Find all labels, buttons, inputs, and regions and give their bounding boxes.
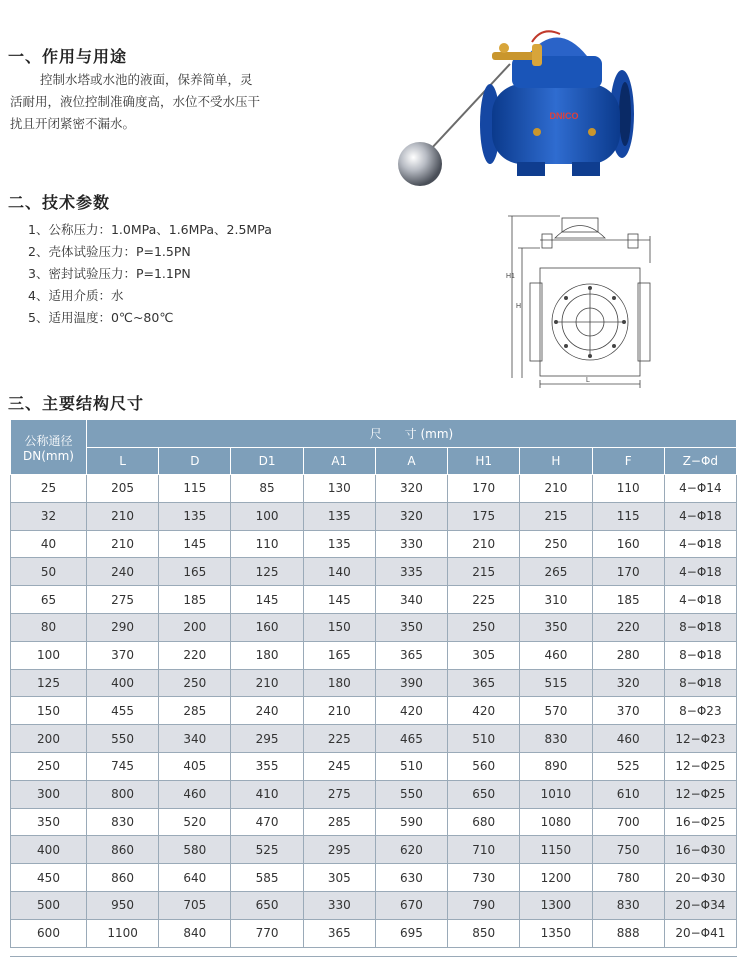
table-cell: 210 xyxy=(303,697,375,725)
table-cell: 890 xyxy=(520,752,592,780)
table-cell: 115 xyxy=(159,475,231,503)
table-row xyxy=(11,475,737,503)
table-cell: 8−Φ23 xyxy=(664,697,736,725)
table-row xyxy=(11,530,737,558)
table-cell: 455 xyxy=(87,697,159,725)
table-cell: 285 xyxy=(159,697,231,725)
table-cell: 1200 xyxy=(520,864,592,892)
table-row xyxy=(11,697,737,725)
table-cell: 175 xyxy=(448,502,520,530)
table-cell: 205 xyxy=(87,475,159,503)
table-cell: 355 xyxy=(231,752,303,780)
column-header-row xyxy=(11,448,737,475)
cell-nominal-diameter: 40 xyxy=(11,530,87,558)
table-cell: 370 xyxy=(87,641,159,669)
table-cell: 570 xyxy=(520,697,592,725)
table-row xyxy=(11,919,737,947)
table-cell: 800 xyxy=(87,780,159,808)
table-cell: 320 xyxy=(592,669,664,697)
table-cell: 115 xyxy=(592,502,664,530)
table-cell: 4−Φ18 xyxy=(664,586,736,614)
dimensions-table xyxy=(10,419,737,948)
table-cell: 20−Φ34 xyxy=(664,891,736,919)
table-cell: 420 xyxy=(375,697,447,725)
cell-nominal-diameter: 450 xyxy=(11,864,87,892)
cell-nominal-diameter: 600 xyxy=(11,919,87,947)
table-cell: 145 xyxy=(231,586,303,614)
table-cell: 320 xyxy=(375,475,447,503)
section-title-dimensions: 三、主要结构尺寸 xyxy=(8,394,145,413)
table-cell: 85 xyxy=(231,475,303,503)
table-cell: 695 xyxy=(375,919,447,947)
spec-item: 5、适用温度：0℃~80℃ xyxy=(28,310,174,325)
drawing-label-h1: H1 xyxy=(506,273,515,280)
table-row xyxy=(11,613,737,641)
cell-nominal-diameter: 80 xyxy=(11,613,87,641)
cell-nominal-diameter: 150 xyxy=(11,697,87,725)
table-cell: 550 xyxy=(375,780,447,808)
table-cell: 745 xyxy=(87,752,159,780)
drawing-label-l: L xyxy=(586,377,590,384)
column-header: F xyxy=(592,448,664,475)
drawing-label-h: H xyxy=(516,303,522,310)
table-cell: 330 xyxy=(303,891,375,919)
table-cell: 295 xyxy=(303,836,375,864)
table-cell: 240 xyxy=(87,558,159,586)
table-cell: 460 xyxy=(520,641,592,669)
table-cell: 275 xyxy=(303,780,375,808)
table-row xyxy=(11,669,737,697)
table-cell: 165 xyxy=(159,558,231,586)
table-cell: 620 xyxy=(375,836,447,864)
table-cell: 850 xyxy=(448,919,520,947)
cell-nominal-diameter: 65 xyxy=(11,586,87,614)
table-cell: 585 xyxy=(231,864,303,892)
float-ball-icon xyxy=(398,142,442,186)
table-cell: 4−Φ18 xyxy=(664,502,736,530)
table-cell: 525 xyxy=(231,836,303,864)
table-row xyxy=(11,502,737,530)
column-header: H xyxy=(520,448,592,475)
table-cell: 465 xyxy=(375,725,447,753)
table-cell: 710 xyxy=(448,836,520,864)
table-cell: 140 xyxy=(303,558,375,586)
table-cell: 888 xyxy=(592,919,664,947)
header-dimensions-group: 尺 寸 (mm) xyxy=(87,420,737,448)
valve-dimension-drawing xyxy=(500,208,660,388)
table-cell: 16−Φ25 xyxy=(664,808,736,836)
table-row xyxy=(11,891,737,919)
table-row xyxy=(11,836,737,864)
table-cell: 16−Φ30 xyxy=(664,836,736,864)
table-cell: 580 xyxy=(159,836,231,864)
table-cell: 470 xyxy=(231,808,303,836)
table-cell: 145 xyxy=(159,530,231,558)
table-cell: 410 xyxy=(231,780,303,808)
table-cell: 135 xyxy=(303,530,375,558)
column-header: D1 xyxy=(231,448,303,475)
table-cell: 275 xyxy=(87,586,159,614)
table-cell: 860 xyxy=(87,864,159,892)
table-cell: 305 xyxy=(303,864,375,892)
table-cell: 160 xyxy=(592,530,664,558)
table-cell: 405 xyxy=(159,752,231,780)
table-bottom-rule xyxy=(10,956,737,957)
table-cell: 1150 xyxy=(520,836,592,864)
table-cell: 295 xyxy=(231,725,303,753)
table-cell: 515 xyxy=(520,669,592,697)
column-header: L xyxy=(87,448,159,475)
table-cell: 610 xyxy=(592,780,664,808)
table-cell: 285 xyxy=(303,808,375,836)
table-cell: 1350 xyxy=(520,919,592,947)
table-cell: 790 xyxy=(448,891,520,919)
table-cell: 215 xyxy=(448,558,520,586)
column-header: A xyxy=(375,448,447,475)
table-cell: 670 xyxy=(375,891,447,919)
table-cell: 770 xyxy=(231,919,303,947)
table-cell: 20−Φ41 xyxy=(664,919,736,947)
spec-item: 2、壳体试验压力：P=1.5PN xyxy=(28,244,191,259)
table-cell: 265 xyxy=(520,558,592,586)
table-cell: 400 xyxy=(87,669,159,697)
table-cell: 750 xyxy=(592,836,664,864)
table-cell: 210 xyxy=(87,502,159,530)
table-cell: 170 xyxy=(592,558,664,586)
table-row xyxy=(11,725,737,753)
table-cell: 730 xyxy=(448,864,520,892)
table-cell: 350 xyxy=(375,613,447,641)
section-title-purpose: 一、作用与用途 xyxy=(8,47,128,66)
table-cell: 210 xyxy=(231,669,303,697)
table-body xyxy=(11,475,737,948)
cell-nominal-diameter: 50 xyxy=(11,558,87,586)
cell-nominal-diameter: 125 xyxy=(11,669,87,697)
table-cell: 520 xyxy=(159,808,231,836)
table-cell: 220 xyxy=(592,613,664,641)
table-cell: 950 xyxy=(87,891,159,919)
table-cell: 340 xyxy=(375,586,447,614)
cell-nominal-diameter: 250 xyxy=(11,752,87,780)
table-cell: 340 xyxy=(159,725,231,753)
table-cell: 250 xyxy=(159,669,231,697)
cell-nominal-diameter: 350 xyxy=(11,808,87,836)
table-cell: 225 xyxy=(303,725,375,753)
table-cell: 210 xyxy=(520,475,592,503)
table-cell: 180 xyxy=(231,641,303,669)
table-row xyxy=(11,808,737,836)
table-cell: 135 xyxy=(303,502,375,530)
table-cell: 1080 xyxy=(520,808,592,836)
table-cell: 365 xyxy=(448,669,520,697)
header-nominal-label: 公称通径 xyxy=(24,433,73,448)
table-cell: 185 xyxy=(592,586,664,614)
spec-item: 4、适用介质：水 xyxy=(28,288,124,303)
table-cell: 1300 xyxy=(520,891,592,919)
table-cell: 8−Φ18 xyxy=(664,641,736,669)
table-cell: 700 xyxy=(592,808,664,836)
table-cell: 590 xyxy=(375,808,447,836)
table-cell: 160 xyxy=(231,613,303,641)
table-cell: 305 xyxy=(448,641,520,669)
table-cell: 350 xyxy=(520,613,592,641)
valve-product-photo xyxy=(392,14,642,192)
table-cell: 365 xyxy=(375,641,447,669)
table-cell: 335 xyxy=(375,558,447,586)
table-row xyxy=(11,752,737,780)
column-header: D xyxy=(159,448,231,475)
table-cell: 650 xyxy=(448,780,520,808)
column-header: A1 xyxy=(303,448,375,475)
table-cell: 510 xyxy=(448,725,520,753)
spec-item: 3、密封试验压力：P=1.1PN xyxy=(28,266,191,281)
table-cell: 830 xyxy=(520,725,592,753)
table-cell: 170 xyxy=(448,475,520,503)
table-cell: 390 xyxy=(375,669,447,697)
table-cell: 210 xyxy=(87,530,159,558)
table-cell: 1100 xyxy=(87,919,159,947)
table-cell: 150 xyxy=(303,613,375,641)
table-cell: 550 xyxy=(87,725,159,753)
cell-nominal-diameter: 400 xyxy=(11,836,87,864)
table-cell: 12−Φ23 xyxy=(664,725,736,753)
table-cell: 365 xyxy=(303,919,375,947)
cell-nominal-diameter: 100 xyxy=(11,641,87,669)
header-nominal-unit: DN(mm) xyxy=(23,448,74,463)
table-cell: 420 xyxy=(448,697,520,725)
table-cell: 640 xyxy=(159,864,231,892)
cell-nominal-diameter: 25 xyxy=(11,475,87,503)
table-cell: 8−Φ18 xyxy=(664,669,736,697)
cell-nominal-diameter: 200 xyxy=(11,725,87,753)
table-cell: 560 xyxy=(448,752,520,780)
table-cell: 12−Φ25 xyxy=(664,752,736,780)
table-cell: 215 xyxy=(520,502,592,530)
table-cell: 370 xyxy=(592,697,664,725)
table-cell: 330 xyxy=(375,530,447,558)
tech-params-list xyxy=(28,219,272,329)
table-cell: 4−Φ14 xyxy=(664,475,736,503)
column-header: H1 xyxy=(448,448,520,475)
table-cell: 290 xyxy=(87,613,159,641)
column-header: Z−Φd xyxy=(664,448,736,475)
table-cell: 460 xyxy=(592,725,664,753)
header-nominal-diameter xyxy=(11,420,87,475)
table-cell: 185 xyxy=(159,586,231,614)
table-cell: 830 xyxy=(592,891,664,919)
table-row xyxy=(11,641,737,669)
table-cell: 1010 xyxy=(520,780,592,808)
purpose-text: 控制水塔或水池的液面，保养简单，灵活耐用，液位控制准确度高，水位不受水压干扰且开闭紧密不漏水。 xyxy=(10,72,261,131)
table-cell: 280 xyxy=(592,641,664,669)
table-cell: 250 xyxy=(448,613,520,641)
table-cell: 8−Φ18 xyxy=(664,613,736,641)
table-cell: 20−Φ30 xyxy=(664,864,736,892)
table-cell: 510 xyxy=(375,752,447,780)
table-cell: 245 xyxy=(303,752,375,780)
table-cell: 240 xyxy=(231,697,303,725)
table-cell: 460 xyxy=(159,780,231,808)
table-cell: 220 xyxy=(159,641,231,669)
table-cell: 180 xyxy=(303,669,375,697)
table-cell: 125 xyxy=(231,558,303,586)
table-cell: 780 xyxy=(592,864,664,892)
table-cell: 830 xyxy=(87,808,159,836)
table-cell: 310 xyxy=(520,586,592,614)
table-cell: 630 xyxy=(375,864,447,892)
table-cell: 135 xyxy=(159,502,231,530)
table-cell: 525 xyxy=(592,752,664,780)
table-cell: 145 xyxy=(303,586,375,614)
table-cell: 650 xyxy=(231,891,303,919)
table-cell: 860 xyxy=(87,836,159,864)
table-cell: 250 xyxy=(520,530,592,558)
table-row xyxy=(11,864,737,892)
table-cell: 210 xyxy=(448,530,520,558)
table-cell: 100 xyxy=(231,502,303,530)
table-cell: 840 xyxy=(159,919,231,947)
table-cell: 110 xyxy=(592,475,664,503)
table-row xyxy=(11,780,737,808)
table-cell: 705 xyxy=(159,891,231,919)
table-row xyxy=(11,558,737,586)
cell-nominal-diameter: 32 xyxy=(11,502,87,530)
table-cell: 680 xyxy=(448,808,520,836)
cell-nominal-diameter: 500 xyxy=(11,891,87,919)
spec-item: 1、公称压力：1.0MPa、1.6MPa、2.5MPa xyxy=(28,222,272,237)
table-cell: 320 xyxy=(375,502,447,530)
table-cell: 225 xyxy=(448,586,520,614)
brand-badge: DNICO xyxy=(549,111,579,121)
table-cell: 12−Φ25 xyxy=(664,780,736,808)
table-cell: 4−Φ18 xyxy=(664,530,736,558)
table-cell: 4−Φ18 xyxy=(664,558,736,586)
cell-nominal-diameter: 300 xyxy=(11,780,87,808)
table-cell: 200 xyxy=(159,613,231,641)
table-cell: 110 xyxy=(231,530,303,558)
section-title-tech-params: 二、技术参数 xyxy=(8,193,111,212)
table-cell: 130 xyxy=(303,475,375,503)
table-row xyxy=(11,586,737,614)
table-cell: 165 xyxy=(303,641,375,669)
